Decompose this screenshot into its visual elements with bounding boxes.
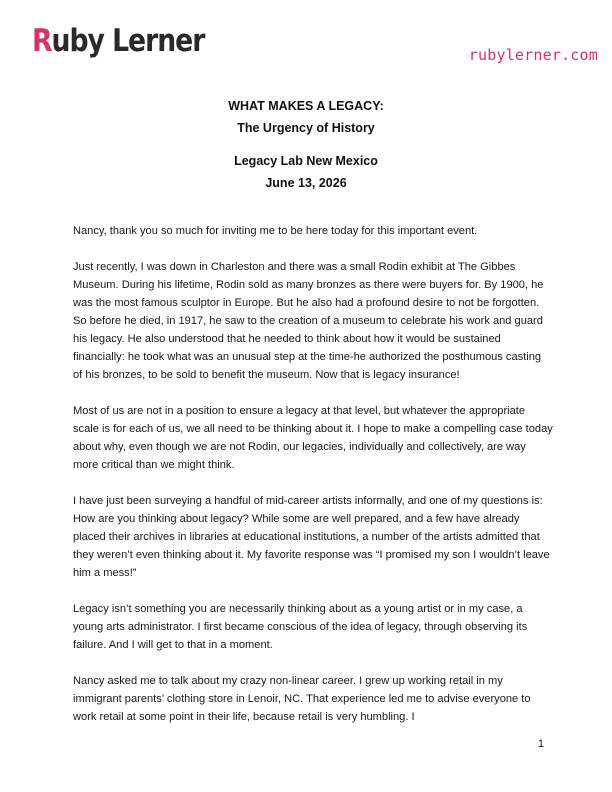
paragraph: Nancy, thank you so much for inviting me to be here today for this important event. [73, 225, 478, 237]
logo-text: uby Lerner [51, 23, 205, 59]
paragraph: Nancy asked me to talk about my crazy non-linear career. I grew up working retail in my immigrant parents’ clothing store in Lenoir, NC. That experience led me to advise everyone to work retail at some point in their life, because retail is very humbling. I [73, 675, 531, 723]
site-url: rubylerner.com [468, 46, 598, 64]
event-name: Legacy Lab New Mexico [234, 154, 378, 168]
paragraph: Just recently, I was down in Charleston and there was a small Rodin exhibit at The Gibbes Museum. During his lifetime, Rodin sold as many bronzes as there were buyers for. By 1900, he was the most famous sculptor in Europe. But he also had a profound desire to not be forgotten. So before he died, in 1917, he saw to the creation of a museum to celebrate his work and guard his legacy. He also understood that he needed to think about how it would be sustained financially: he took what was an unusual step at the time-he authorized the posthumous casting of his bronzes, to be sold to benefit the museum. Now that is legacy insurance! [73, 261, 544, 381]
event-date: June 13, 2026 [265, 176, 347, 190]
logo-initial: R [32, 23, 52, 59]
paragraph: I have just been surveying a handful of mid-career artists informally, and one of my questions is: How are you thinking about legacy? While some are well prepared, and a few have already placed their archives in libraries at educational institutions, a number of the artists admitted that they weren’t even thinking about it. My favorite response was “I promised my son I wouldn’t leave him a mess!” [73, 495, 550, 579]
title-line-1: WHAT MAKES A LEGACY: [228, 99, 384, 113]
document-title [0, 95, 612, 139]
paragraph: Legacy isn’t something you are necessarily thinking about as a young artist or in my case, a young arts administrator. I first became conscious of the idea of legacy, through observing its failure. And I will get to that in a moment. [73, 603, 528, 651]
paragraph: Most of us are not in a position to ensure a legacy at that level, but whatever the appropriate scale is for each of us, we all need to be thinking about it. I hope to make a compelling case today about why, even though we are not Rodin, our legacies, individually and collectively, are way more critical than we might think. [73, 405, 553, 471]
page-number: 1 [537, 738, 544, 750]
ruby-lerner-logo [32, 23, 205, 59]
speech-body [73, 222, 553, 744]
event-info [0, 150, 612, 194]
title-line-2: The Urgency of History [237, 121, 375, 135]
